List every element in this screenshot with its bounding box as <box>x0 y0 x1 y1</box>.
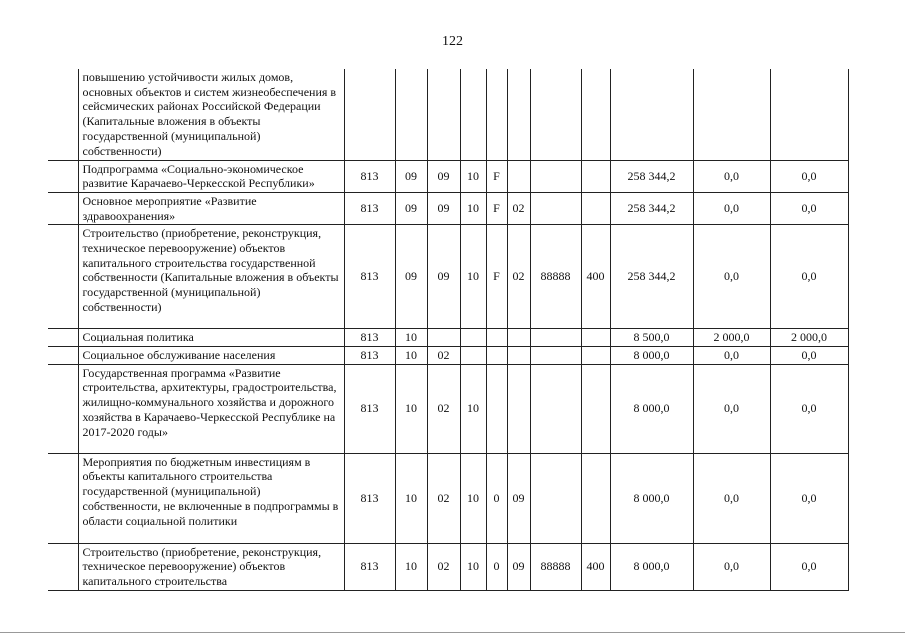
cell-direction <box>530 364 581 453</box>
cell-direction <box>530 69 581 160</box>
cell-main-event: 02 <box>507 192 530 224</box>
cell-subprogram: F <box>486 225 507 329</box>
cell-ministry: 813 <box>344 543 395 590</box>
number-cell <box>48 69 78 160</box>
cell-expense-type <box>581 453 610 543</box>
cell-subsection: 09 <box>427 192 460 224</box>
cell-main-event <box>507 329 530 347</box>
cell-main-event: 02 <box>507 225 530 329</box>
cell-amount-1: 8 500,0 <box>610 329 693 347</box>
cell-main-event <box>507 69 530 160</box>
cell-program: 10 <box>460 225 486 329</box>
cell-ministry: 813 <box>344 192 395 224</box>
table-row <box>48 69 848 160</box>
cell-amount-2 <box>693 69 770 160</box>
cell-direction <box>530 329 581 347</box>
table-row <box>48 453 848 543</box>
cell-section: 09 <box>395 225 427 329</box>
table-row <box>48 329 848 347</box>
cell-expense-type: 400 <box>581 543 610 590</box>
row-name: Государственная программа «Развитие строительства, архитектуры, градостроительства, жилищно-коммунального хозяйства и дорожного хозяйства в Карачаево-Черкесской Республике на 2017-2020 годы» <box>78 364 344 453</box>
cell-subprogram: F <box>486 160 507 192</box>
cell-ministry: 813 <box>344 453 395 543</box>
table-row <box>48 225 848 329</box>
cell-amount-3 <box>770 69 848 160</box>
cell-direction <box>530 453 581 543</box>
cell-section: 10 <box>395 364 427 453</box>
cell-amount-2: 0,0 <box>693 453 770 543</box>
cell-subprogram: 0 <box>486 453 507 543</box>
page-number: 122 <box>442 34 463 49</box>
number-cell <box>48 192 78 224</box>
cell-amount-3: 0,0 <box>770 453 848 543</box>
table-row <box>48 543 848 590</box>
cell-subprogram <box>486 364 507 453</box>
cell-amount-2: 0,0 <box>693 543 770 590</box>
cell-main-event <box>507 160 530 192</box>
cell-amount-2: 0,0 <box>693 160 770 192</box>
cell-ministry: 813 <box>344 347 395 365</box>
cell-main-event <box>507 347 530 365</box>
cell-expense-type <box>581 192 610 224</box>
cell-amount-3: 0,0 <box>770 160 848 192</box>
cell-direction: 88888 <box>530 543 581 590</box>
cell-subprogram: 0 <box>486 543 507 590</box>
cell-amount-2: 0,0 <box>693 225 770 329</box>
cell-main-event: 09 <box>507 453 530 543</box>
cell-amount-3: 0,0 <box>770 364 848 453</box>
cell-expense-type <box>581 347 610 365</box>
cell-direction <box>530 192 581 224</box>
cell-subprogram <box>486 347 507 365</box>
number-cell <box>48 543 78 590</box>
cell-subprogram: F <box>486 192 507 224</box>
row-name: Подпрограмма «Социально-экономическое развитие Карачаево-Черкесской Республики» <box>78 160 344 192</box>
number-cell <box>48 160 78 192</box>
cell-section: 10 <box>395 329 427 347</box>
cell-subsection <box>427 69 460 160</box>
number-cell <box>48 364 78 453</box>
cell-subprogram <box>486 69 507 160</box>
cell-amount-1: 258 344,2 <box>610 225 693 329</box>
cell-program: 10 <box>460 192 486 224</box>
scan-edge-line <box>0 632 905 633</box>
row-name: Основное мероприятие «Развитие здравоохранения» <box>78 192 344 224</box>
cell-amount-3: 0,0 <box>770 225 848 329</box>
number-cell <box>48 453 78 543</box>
row-name: Мероприятия по бюджетным инвестициям в объекты капитального строительства государственной (муниципальной) собственности, не включенные в подпрограммы в области социальной политики <box>78 453 344 543</box>
cell-subsection: 02 <box>427 453 460 543</box>
cell-subsection: 02 <box>427 347 460 365</box>
cell-section: 10 <box>395 453 427 543</box>
cell-direction: 88888 <box>530 225 581 329</box>
row-name: Строительство (приобретение, реконструкция, техническое перевооружение) объектов капитального строительства государственной собственности (Капитальные вложения в объекты государственной (муниципальной) собственности) <box>78 225 344 329</box>
cell-program: 10 <box>460 364 486 453</box>
table-row <box>48 347 848 365</box>
cell-section: 10 <box>395 543 427 590</box>
cell-program: 10 <box>460 543 486 590</box>
cell-ministry: 813 <box>344 225 395 329</box>
cell-program <box>460 347 486 365</box>
cell-amount-1: 258 344,2 <box>610 192 693 224</box>
cell-program <box>460 329 486 347</box>
cell-expense-type <box>581 329 610 347</box>
cell-main-event: 09 <box>507 543 530 590</box>
cell-section <box>395 69 427 160</box>
cell-subsection: 02 <box>427 543 460 590</box>
cell-subprogram <box>486 329 507 347</box>
cell-program: 10 <box>460 453 486 543</box>
cell-amount-1: 8 000,0 <box>610 453 693 543</box>
cell-main-event <box>507 364 530 453</box>
cell-amount-3: 0,0 <box>770 347 848 365</box>
row-name: повышению устойчивости жилых домов, основных объектов и систем жизнеобеспечения в сейсмических районах Российской Федерации (Капитальные вложения в объекты государственной (муниципальной) собственности) <box>78 69 344 160</box>
cell-amount-1: 8 000,0 <box>610 543 693 590</box>
row-name: Социальная политика <box>78 329 344 347</box>
cell-amount-1 <box>610 69 693 160</box>
cell-amount-3: 0,0 <box>770 192 848 224</box>
table-row <box>48 192 848 224</box>
cell-program <box>460 69 486 160</box>
cell-program: 10 <box>460 160 486 192</box>
cell-amount-3: 0,0 <box>770 543 848 590</box>
number-cell <box>48 225 78 329</box>
cell-ministry <box>344 69 395 160</box>
cell-amount-1: 258 344,2 <box>610 160 693 192</box>
cell-amount-2: 0,0 <box>693 347 770 365</box>
row-name: Строительство (приобретение, реконструкция, техническое перевооружение) объектов капитального строительства <box>78 543 344 590</box>
cell-ministry: 813 <box>344 160 395 192</box>
table-row <box>48 364 848 453</box>
cell-amount-2: 0,0 <box>693 192 770 224</box>
cell-expense-type <box>581 69 610 160</box>
number-cell <box>48 329 78 347</box>
number-cell <box>48 347 78 365</box>
cell-amount-1: 8 000,0 <box>610 347 693 365</box>
cell-amount-2: 0,0 <box>693 364 770 453</box>
cell-expense-type: 400 <box>581 225 610 329</box>
cell-amount-2: 2 000,0 <box>693 329 770 347</box>
table-row <box>48 160 848 192</box>
cell-expense-type <box>581 364 610 453</box>
cell-subsection: 09 <box>427 160 460 192</box>
cell-section: 10 <box>395 347 427 365</box>
cell-section: 09 <box>395 192 427 224</box>
cell-amount-1: 8 000,0 <box>610 364 693 453</box>
cell-subsection: 09 <box>427 225 460 329</box>
row-name: Социальное обслуживание населения <box>78 347 344 365</box>
cell-subsection: 02 <box>427 364 460 453</box>
cell-ministry: 813 <box>344 364 395 453</box>
budget-table <box>48 69 849 591</box>
cell-section: 09 <box>395 160 427 192</box>
cell-subsection <box>427 329 460 347</box>
cell-direction <box>530 347 581 365</box>
cell-expense-type <box>581 160 610 192</box>
cell-amount-3: 2 000,0 <box>770 329 848 347</box>
cell-ministry: 813 <box>344 329 395 347</box>
cell-direction <box>530 160 581 192</box>
